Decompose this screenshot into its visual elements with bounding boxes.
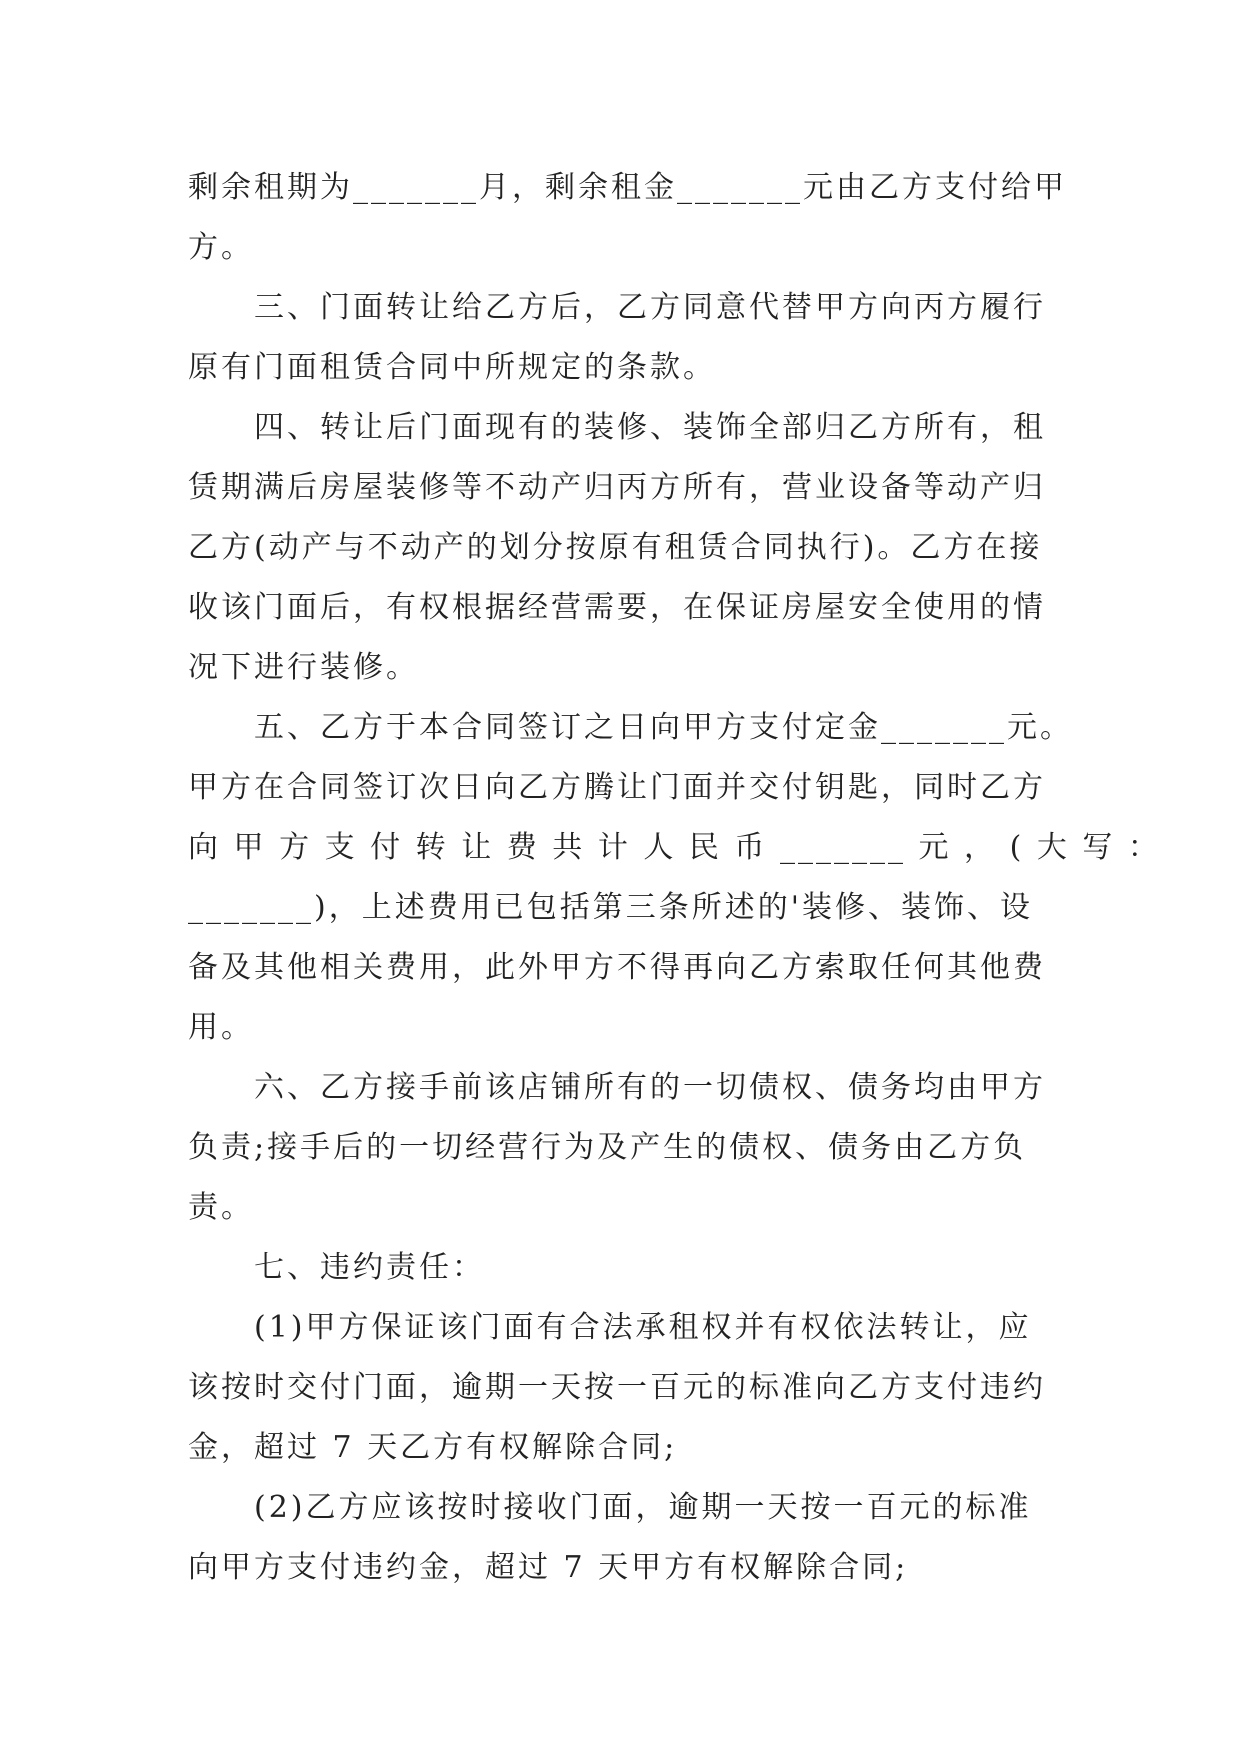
text-line: 七、违约责任： (254, 1250, 485, 1285)
contract-body (188, 158, 1161, 1598)
text-line: (1)甲方保证该门面有合法承租权并有权依法转让，应 (254, 1310, 1032, 1345)
text-line: 况下进行装修。 (188, 650, 419, 685)
text-line: 六、乙方接手前该店铺所有的一切债权、债务均由甲方 (254, 1070, 1046, 1105)
text-line: 原有门面租赁合同中所规定的条款。 (188, 350, 716, 385)
paragraph-clause-3 (188, 278, 1058, 398)
text-line: 收该门面后，有权根据经营需要，在保证房屋安全使用的情 (188, 590, 1046, 625)
text-line: 剩余租期为_______月，剩余租金_______元由乙方支付给甲 (188, 170, 1067, 205)
text-line: 方。 (188, 230, 254, 265)
text-line: 用。 (188, 1010, 254, 1045)
text-line: 甲方在合同签订次日向乙方腾让门面并交付钥匙，同时乙方 (188, 770, 1046, 805)
text-line: 赁期满后房屋装修等不动产归丙方所有，营业设备等动产归 (188, 470, 1046, 505)
text-line: 乙方(动产与不动产的划分按原有租赁合同执行)。乙方在接 (188, 530, 1043, 565)
paragraph-clause-7-item-1 (188, 1298, 1058, 1478)
paragraph-clause-7-item-2 (188, 1478, 1058, 1598)
text-line: 该按时交付门面，逾期一天按一百元的标准向乙方支付违约 (188, 1370, 1046, 1405)
text-line: (2)乙方应该按时接收门面，逾期一天按一百元的标准 (254, 1490, 1032, 1525)
text-line: 备及其他相关费用，此外甲方不得再向乙方索取任何其他费 (188, 950, 1046, 985)
paragraph-clause-4 (188, 398, 1058, 698)
text-line: 责。 (188, 1190, 254, 1225)
text-line: 向 甲 方 支 付 转 让 费 共 计 人 民 币 _______ 元 ， ( 大 写 ： (188, 830, 1161, 865)
paragraph-clause-6 (188, 1058, 1058, 1238)
text-line: 三、门面转让给乙方后，乙方同意代替甲方向丙方履行 (254, 290, 1046, 325)
text-line: 五、乙方于本合同签订之日向甲方支付定金_______元。 (254, 710, 1073, 745)
paragraph-clause-7-heading (188, 1238, 1058, 1298)
paragraph-remaining-term (188, 158, 1067, 278)
text-line: 金，超过 7 天乙方有权解除合同; (188, 1430, 678, 1465)
text-line: 负责;接手后的一切经营行为及产生的债权、债务由乙方负 (188, 1130, 1027, 1165)
text-line: _______)，上述费用已包括第三条所述的'装修、装饰、设 (188, 890, 1033, 925)
text-line: 四、转让后门面现有的装修、装饰全部归乙方所有，租 (254, 410, 1046, 445)
text-line: 向甲方支付违约金，超过 7 天甲方有权解除合同; (188, 1550, 909, 1585)
paragraph-clause-5 (188, 698, 1161, 1058)
